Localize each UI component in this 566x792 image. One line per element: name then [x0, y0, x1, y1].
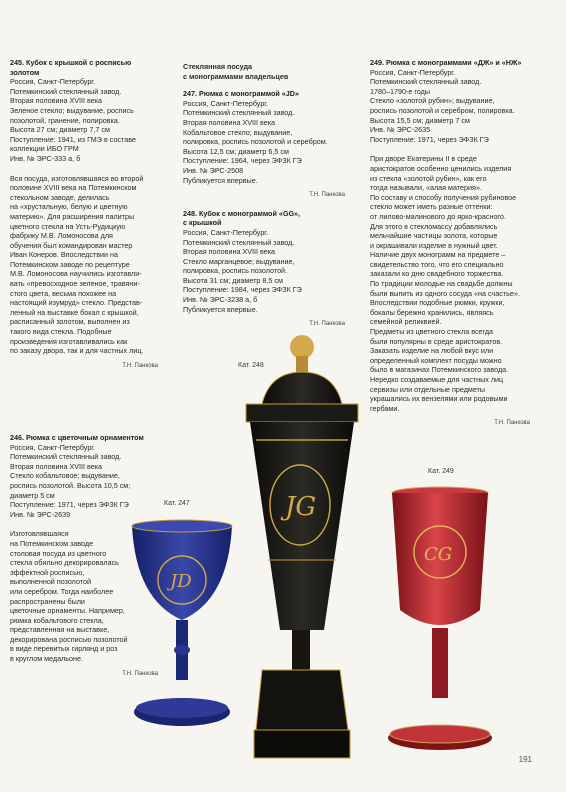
entry-245-author: Т.Н. Панкова — [122, 362, 158, 369]
meta-line: роспись позолотой и серебром, полировка. — [370, 105, 515, 115]
body-line: из стекла «золотой рубин», как его — [370, 173, 487, 183]
entry-245-title-line-2: золотом — [10, 67, 40, 77]
svg-text:CG: CG — [424, 544, 453, 565]
body-line: и окрашивали изделие в нужный цвет. — [370, 240, 498, 250]
body-line: ленный на выставке бокал с крышкой, — [10, 307, 139, 317]
entry-246 — [10, 433, 158, 679]
meta-line: Инв. № ЭРС-3238 а, б — [183, 295, 258, 305]
body-line: стого цвета, весьма похожее на — [10, 288, 117, 298]
body-line: семейной реликвией. — [370, 317, 442, 327]
body-line: в круглом медальоне. — [10, 654, 84, 664]
meta-line: Публикуется впервые. — [183, 175, 258, 185]
body-line: При дворе Екатерины II в среде — [370, 154, 477, 164]
body-line: сервизы или отдельные предметы — [370, 384, 486, 394]
body-line: произведения изготавливались как — [10, 336, 128, 346]
section-title-line: Стеклянная посуда — [183, 62, 253, 71]
body-line: украшались их вензелями или родовыми — [370, 394, 508, 404]
body-line: фабрику М.В. Ломоносова для — [10, 231, 113, 241]
meta-line: коллекции ИБО ГРМ — [10, 144, 79, 154]
body-line: Вся посуда, изготовлявшаяся во второй — [10, 173, 144, 183]
body-line: или серебром. Тогда наиболее — [10, 586, 114, 596]
meta-line: Россия, Санкт-Петербург. — [183, 98, 269, 108]
body-line: стекло может иметь разные оттенки: — [370, 202, 493, 212]
meta-line: Россия, Санкт-Петербург. — [10, 77, 96, 87]
body-line: в виде перевитых гирлянд и роз — [10, 644, 118, 654]
meta-line: Инв. № ЭРС-2635 — [370, 125, 431, 135]
body-line: тогда называли, «алая материя». — [370, 183, 482, 193]
meta-line: Вторая половина XVIII века — [10, 461, 103, 471]
meta-line: полировка, роспись позолотой. — [183, 266, 288, 276]
entry-246-title: 246. Рюмка с цветочным орнаментом — [10, 433, 144, 442]
body-line: Нередко создаваемые для частных лиц — [370, 375, 504, 384]
entry-247-title: 247. Рюмка с монограммой «JD» — [183, 89, 299, 99]
meta-line: Публикуется впервые. — [183, 304, 258, 314]
body-line: эффектной росписью, — [10, 567, 85, 577]
meta-line: Россия, Санкт-Петербург. — [10, 442, 96, 452]
caption-cat-248: Кат. 248 — [238, 362, 264, 369]
body-line: Потемкинском заводе по рецептуре — [10, 259, 130, 269]
body-line: расписанный золотом, выполнен из — [10, 317, 130, 327]
entry-247-author: Т.Н. Панкова — [309, 192, 345, 199]
body-line: рюмка кобальтового стекла, — [10, 615, 104, 625]
covered-goblet-image — [246, 335, 358, 758]
entry-249-author: Т.Н. Панкова — [494, 420, 530, 427]
meta-line: Поступление: 1971, через ЭФЗК ГЭ — [10, 500, 129, 510]
entry-248 — [183, 209, 345, 330]
body-line: выполненной позолотой — [10, 577, 92, 587]
entry-248-title-line-2: с крышкой — [183, 218, 222, 228]
body-line: Впоследствии подобные рюмки, кружки, — [370, 298, 505, 308]
meta-line: Потемкинский стеклянный завод. — [370, 77, 482, 87]
body-line: распространены были — [10, 596, 85, 606]
entry-247 — [183, 89, 345, 201]
body-line: стекла обильно декорировалась — [10, 558, 119, 568]
meta-line: Вторая половина XVIII века — [183, 247, 276, 257]
meta-line: Инв. № ЭРС-2639 — [10, 509, 71, 519]
entry-245 — [10, 58, 158, 371]
body-line: аристократов особенно ценились изделия — [370, 163, 512, 173]
body-line: По традиции молодые на свадьбе должны — [370, 279, 513, 289]
body-line: бокалы бережно хранились, являясь — [370, 307, 494, 317]
meta-line: Высота 15,5 см; диаметр 7 см — [370, 115, 470, 125]
body-line: вать «превосходное зеленое, травяни- — [10, 279, 140, 289]
body-line: цветного стекла на Усть-Рудицкую — [10, 221, 126, 231]
meta-line: Потемкинский стеклянный завод. — [183, 237, 295, 247]
body-line: По составу и способу получения рубиновое — [370, 192, 517, 202]
section-title-line: с монограммами владельцев — [183, 71, 289, 81]
body-line: Заказать изделие на любой вкус или — [370, 346, 494, 356]
entry-246-body — [10, 529, 158, 663]
meta-line: Высота 31 см; диаметр 8,5 см — [183, 275, 283, 285]
body-line: обучения был командирован мастер — [10, 240, 133, 250]
body-line: мельчайшие частицы золота, которые — [370, 231, 498, 241]
body-line: Предметы из цветного стекла всегда — [370, 327, 494, 337]
meta-line: 1780–1790-е годы — [370, 86, 431, 96]
body-line: гербами. — [370, 403, 400, 413]
body-line: М.В. Ломоносова научились изготавли- — [10, 269, 142, 279]
body-line: было в магазинах Потемкинского завода. — [370, 365, 509, 375]
meta-line: Зеленое стекло; выдувание, роспись — [10, 105, 134, 115]
body-line: Иван Конеров. Впоследствии на — [10, 250, 119, 260]
body-line: столовая посуда из цветного — [10, 548, 107, 558]
entry-249 — [370, 58, 530, 429]
body-line: представленная на выставке, — [10, 625, 110, 635]
body-line: на Потемкинском заводе — [10, 538, 94, 548]
svg-text:JG: JG — [285, 492, 317, 522]
body-line: заказали ко дню свадебного торжества. — [370, 269, 504, 279]
body-line: Наличие двух монограмм на предмете – — [370, 250, 506, 260]
meta-line: Инв. № ЭРС-333 а, б — [10, 153, 81, 163]
meta-line: Потемкинский стеклянный завод. — [183, 108, 295, 118]
body-line: от лилово-малинового до ярко-красного. — [370, 211, 506, 221]
body-line: по заказу двора, так и для частных лиц. — [10, 346, 144, 356]
meta-line: Россия, Санкт-Петербург. — [370, 67, 456, 77]
body-line: определенный комплект посуды можно — [370, 355, 502, 365]
meta-line: Стекло кобальтовое; выдувание, — [10, 471, 120, 481]
page-number: 191 — [518, 755, 532, 764]
section-title — [183, 62, 345, 81]
entry-248-author: Т.Н. Панкова — [309, 321, 345, 328]
meta-line: Стекло марганцевое; выдувание, — [183, 256, 295, 266]
body-line: материю». Для расширения палитры — [10, 211, 135, 221]
caption-cat-247: Кат. 247 — [164, 500, 190, 507]
meta-line: Высота 27 см; диаметр 7,7 см — [10, 125, 110, 135]
meta-line: позолотой, гранение, полировка. — [10, 115, 120, 125]
svg-text:JD: JD — [170, 571, 192, 592]
entry-245-meta — [10, 77, 158, 163]
monogram-section — [183, 62, 345, 338]
body-line: половине XVIII века на Потемкинском — [10, 183, 137, 193]
meta-line: Поступление: 1941, из ГМЭ в составе — [10, 134, 136, 144]
entry-245-body — [10, 174, 158, 356]
body-line: на «хрустальную, белую и цветную — [10, 202, 128, 212]
meta-line: роспись позолотой. Высота 10,5 см; — [10, 480, 131, 490]
meta-line: Стекло «золотой рубин»; выдувание, — [370, 96, 495, 106]
meta-line: Вторая половина XVIII века — [10, 96, 103, 106]
entry-249-body — [370, 154, 530, 413]
meta-line: Кобальтовое стекло; выдувание, — [183, 127, 293, 137]
body-line: были популярны в среде аристократов. — [370, 336, 503, 346]
body-line: цветочные орнаменты. Например, — [10, 606, 125, 616]
body-line: свидетельство того, что его специально — [370, 259, 504, 269]
body-line: Изготовлявшаяся — [10, 529, 69, 539]
meta-line: Потемкинский стеклянный завод. — [10, 86, 122, 96]
caption-cat-249: Кат. 249 — [428, 468, 454, 475]
body-line: настоящий изумруд» стекло. Представ- — [10, 298, 143, 308]
body-line: были выпить из одного сосуда «на счастье». — [370, 288, 520, 298]
meta-line: Высота 12,5 см; диаметр 6,5 см — [183, 146, 289, 156]
body-line: Для этого в стекломассу добавлялись — [370, 221, 498, 231]
body-line: декорирована росписью позолотой — [10, 634, 128, 644]
body-line: стекольном заводе, делилась — [10, 192, 110, 202]
entry-248-title-line-1: 248. Кубок с монограммой «GG», — [183, 208, 301, 218]
meta-line: Россия, Санкт-Петербург. — [183, 227, 269, 237]
meta-line: Поступление: 1964, через ЭФЗК ГЭ — [183, 156, 302, 166]
entry-245-title-line-1: 245. Кубок с крышкой с росписью — [10, 58, 132, 67]
meta-line: Поступление: 1971, через ЭФЗК ГЭ — [370, 134, 489, 144]
entry-246-author: Т.Н. Панкова — [122, 670, 158, 677]
entry-246-meta — [10, 443, 158, 520]
meta-line: Потемкинский стеклянный завод. — [10, 452, 122, 462]
ruby-goblet-image — [388, 487, 492, 750]
meta-line: Вторая половина XVIII века — [183, 117, 276, 127]
meta-line: Инв. № ЭРС-2508 — [183, 165, 244, 175]
meta-line: диаметр 5 см — [10, 490, 55, 500]
body-line: такого вида стекла. Подобные — [10, 327, 112, 337]
entry-249-title: 249. Рюмка с монограммами «ДЖ» и «НЖ» — [370, 58, 522, 67]
meta-line: полировка, роспись позолотой и серебром. — [183, 137, 328, 147]
meta-line: Поступление: 1984, через ЭФЗК ГЭ — [183, 285, 302, 295]
